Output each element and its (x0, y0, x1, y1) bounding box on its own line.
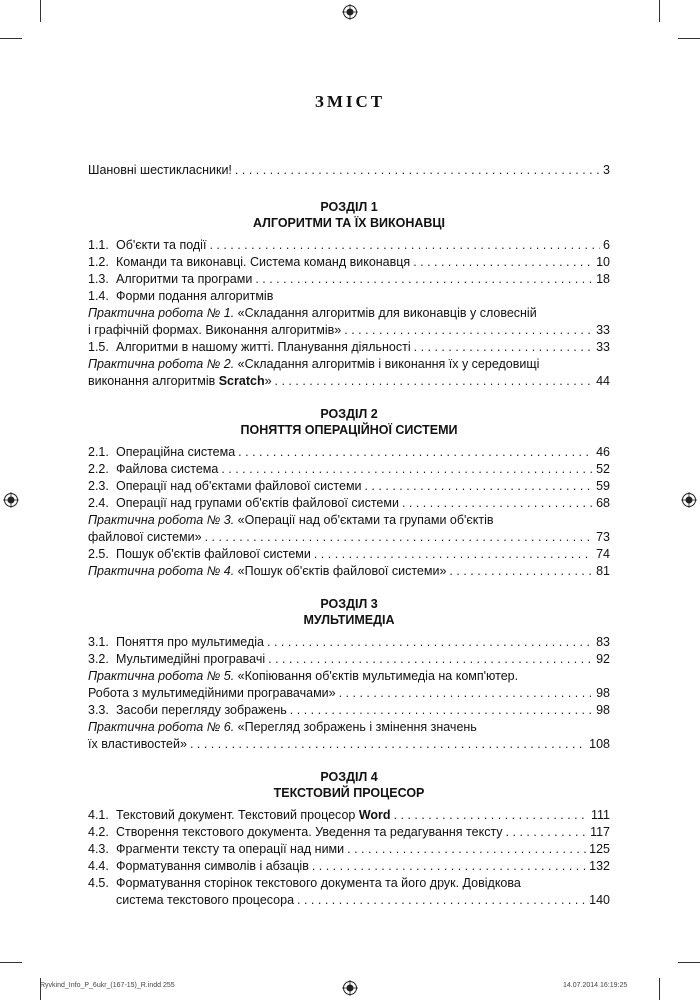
section-heading-4 (88, 769, 610, 801)
practical-title-line2: і графічній формах. Виконання алгоритмів» (88, 323, 342, 337)
toc-entry-number: 4.4. (88, 859, 109, 873)
toc-page-number: 3 (603, 163, 610, 177)
toc-page-number: 117 (590, 825, 610, 839)
toc-page-number: 81 (596, 564, 610, 578)
dot-leader (290, 702, 593, 719)
section-label: РОЗДІЛ 2 (320, 407, 378, 421)
dot-leader (344, 322, 593, 339)
practical-label: Практична робота № 4. (88, 564, 235, 578)
toc-entry-text: Алгоритми в нашому житті. Планування діяльності (116, 340, 411, 354)
print-footer-timestamp: 14.07.2014 16:19:25 (563, 982, 628, 989)
toc-entry-number: 1.2. (88, 255, 109, 269)
toc-page-number: 74 (596, 547, 610, 561)
practical-label: Практична робота № 2. (88, 357, 235, 371)
print-footer-file: Ryvkind_Info_P_6ukr_(167-15)_R.indd 255 (40, 982, 175, 989)
toc-entry-text: Об'єкти та події (116, 238, 207, 252)
toc-page-number: 98 (596, 686, 610, 700)
toc-entry-number: 1.3. (88, 272, 109, 286)
toc-entry[interactable] (88, 807, 610, 824)
dot-leader (312, 858, 586, 875)
toc-entry[interactable] (88, 254, 610, 271)
toc-entry-number: 3.3. (88, 703, 109, 717)
practical-title-line2: Робота з мультимедійними програвачами» (88, 686, 336, 700)
toc-entry[interactable] (88, 824, 610, 841)
crop-mark-top-left (40, 0, 41, 22)
toc-entry-text: Операції над групами об'єктів файлової системи (116, 496, 399, 510)
toc-entry[interactable] (88, 546, 610, 563)
toc-entry-text: Форматування символів і абзаців (116, 859, 309, 873)
section-heading-1 (88, 199, 610, 231)
toc-page-number: 33 (596, 323, 610, 337)
practical-title-line1: «Пошук об'єктів файлової системи» (237, 564, 447, 578)
section-name: АЛГОРИТМИ ТА ЇХ ВИКОНАВЦІ (252, 216, 446, 230)
practical-title-line2: виконання алгоритмів Scratch» (88, 374, 272, 388)
practical-title-line1: «Операції над об'єктами та групами об'єктів (237, 513, 494, 527)
dot-leader (221, 461, 593, 478)
section-name: ПОНЯТТЯ ОПЕРАЦІЙНОЇ СИСТЕМИ (240, 423, 458, 437)
toc-entry-text: Фрагменти тексту та операції над ними (116, 842, 345, 856)
practical-title-line2: їх властивостей» (88, 737, 187, 751)
dot-leader (190, 736, 586, 753)
toc-page-number: 46 (596, 445, 610, 459)
toc-entry-number: 1.4. (88, 289, 109, 303)
toc-entry-text: Алгоритми та програми (116, 272, 253, 286)
section-label: РОЗДІЛ 1 (320, 200, 378, 214)
table-of-contents (88, 162, 610, 909)
toc-entry-number: 1.5. (88, 340, 109, 354)
dot-leader (267, 634, 593, 651)
toc-entry-text: Поняття про мультимедіа (116, 635, 264, 649)
crop-mark-top-left-h (0, 38, 22, 39)
toc-page-number: 125 (589, 842, 610, 856)
toc-practical-entry[interactable] (88, 668, 610, 702)
toc-entry[interactable] (88, 702, 610, 719)
dot-leader (414, 339, 593, 356)
toc-page-number: 10 (596, 255, 610, 269)
toc-entry-number: 2.3. (88, 479, 109, 493)
dot-leader (402, 495, 593, 512)
toc-page-number: 52 (596, 462, 610, 476)
toc-entry[interactable] (88, 271, 610, 288)
practical-title-line1: «Складання алгоритмів для виконавців у словесній (237, 306, 537, 320)
practical-label: Практична робота № 5. (88, 669, 235, 683)
toc-practical-entry[interactable] (88, 512, 610, 546)
toc-entry-text: Операційна система (116, 445, 236, 459)
section-label: РОЗДІЛ 3 (320, 597, 378, 611)
dot-leader (235, 162, 600, 179)
dot-leader (506, 824, 588, 841)
toc-entry-text: Шановні шестикласники! (88, 163, 232, 177)
crop-mark-top-right (659, 0, 660, 22)
toc-entry-number: 3.1. (88, 635, 109, 649)
toc-entry-number: 2.2. (88, 462, 109, 476)
toc-practical-entry[interactable] (88, 305, 610, 339)
toc-entry[interactable] (88, 339, 610, 356)
practical-title-line1: «Перегляд зображень і змінення значень (237, 720, 477, 734)
toc-entry-number: 1.1. (88, 238, 109, 252)
toc-entry[interactable] (88, 634, 610, 651)
toc-entry[interactable] (88, 288, 610, 305)
toc-entry-number: 4.5. (88, 876, 109, 890)
dot-leader (449, 563, 593, 580)
toc-entry[interactable] (88, 461, 610, 478)
dot-leader (413, 254, 593, 271)
toc-entry-text: Файлова система (116, 462, 219, 476)
dot-leader (209, 237, 600, 254)
crop-mark-bottom-right (659, 978, 660, 1000)
toc-page-number: 33 (596, 340, 610, 354)
dot-leader (339, 685, 593, 702)
dot-leader (238, 444, 593, 461)
toc-entry-number: 4.1. (88, 808, 109, 822)
toc-entry-multiline[interactable] (88, 875, 610, 909)
toc-page-number: 92 (596, 652, 610, 666)
practical-title-line1: «Складання алгоритмів і виконання їх у середовищі (237, 357, 540, 371)
dot-leader (268, 651, 593, 668)
crop-mark-top-right-h (678, 38, 700, 39)
toc-entry[interactable] (88, 495, 610, 512)
toc-entry-text: Мультимедійні програвачі (116, 652, 266, 666)
crop-mark-bottom-right-h (678, 962, 700, 963)
dot-leader (297, 892, 586, 909)
toc-page-number: 6 (603, 238, 610, 252)
toc-entry-text: Пошук об'єктів файлової системи (116, 547, 311, 561)
toc-practical-entry[interactable] (88, 356, 610, 390)
toc-entry-text-line1: Форматування сторінок текстового документа та його друк. Довідкова (116, 876, 521, 890)
toc-entry-text: Команди та виконавці. Система команд виконавця (116, 255, 411, 269)
toc-page-number: 83 (596, 635, 610, 649)
toc-entry[interactable] (88, 651, 610, 668)
dot-leader (394, 807, 588, 824)
registration-mark-left-icon (3, 492, 19, 508)
toc-page-number: 132 (589, 859, 610, 873)
toc-entry-number: 4.2. (88, 825, 109, 839)
toc-page-number: 73 (596, 530, 610, 544)
practical-label: Практична робота № 1. (88, 306, 235, 320)
toc-entry-text: Створення текстового документа. Уведення та редагування тексту (116, 825, 503, 839)
toc-page-number: 59 (596, 479, 610, 493)
section-name: МУЛЬТИМЕДІА (303, 613, 395, 627)
toc-entry-number: 2.4. (88, 496, 109, 510)
practical-title-line1: «Копіювання об'єктів мультимедіа на комп'ютер. (237, 669, 519, 683)
toc-page-number: 140 (589, 893, 610, 907)
toc-entry-text-line2: система текстового процесора (116, 893, 295, 907)
section-label: РОЗДІЛ 4 (320, 770, 378, 784)
toc-entry-number: 2.5. (88, 547, 109, 561)
toc-entry-text: Текстовий документ. Текстовий процесор Word (116, 808, 391, 822)
toc-page-number: 44 (596, 374, 610, 388)
section-heading-3 (88, 596, 610, 628)
toc-entry[interactable] (88, 841, 610, 858)
toc-practical-entry[interactable] (88, 563, 610, 580)
crop-mark-bottom-left-h (0, 962, 22, 963)
section-heading-2 (88, 406, 610, 438)
toc-practical-entry[interactable] (88, 719, 610, 753)
toc-page-number: 108 (589, 737, 610, 751)
toc-entry[interactable] (88, 444, 610, 461)
page-title: ЗМІСТ (314, 92, 386, 111)
practical-title-line2: файлової системи» (88, 530, 202, 544)
registration-mark-right-icon (681, 492, 697, 508)
toc-entry-intro[interactable] (88, 162, 610, 179)
toc-entry-number: 4.3. (88, 842, 109, 856)
dot-leader (275, 373, 594, 390)
toc-page-number: 18 (596, 272, 610, 286)
toc-page-number: 111 (590, 808, 610, 822)
practical-label: Практична робота № 3. (88, 513, 235, 527)
toc-entry-text: Засоби перегляду зображень (116, 703, 287, 717)
toc-page-number: 68 (596, 496, 610, 510)
registration-mark-top-icon (342, 4, 358, 20)
dot-leader (347, 841, 586, 858)
toc-entry-number: 3.2. (88, 652, 109, 666)
toc-page-number: 98 (596, 703, 610, 717)
toc-entry-text: Форми подання алгоритмів (116, 289, 274, 303)
toc-entry[interactable] (88, 478, 610, 495)
toc-entry[interactable] (88, 858, 610, 875)
dot-leader (205, 529, 594, 546)
registration-mark-bottom-icon (342, 980, 358, 996)
dot-leader (314, 546, 593, 563)
dot-leader (255, 271, 593, 288)
section-name: ТЕКСТОВИЙ ПРОЦЕСОР (273, 786, 425, 800)
toc-entry-text: Операції над об'єктами файлової системи (116, 479, 362, 493)
toc-entry[interactable] (88, 237, 610, 254)
dot-leader (365, 478, 594, 495)
toc-entry-number: 2.1. (88, 445, 109, 459)
practical-label: Практична робота № 6. (88, 720, 235, 734)
